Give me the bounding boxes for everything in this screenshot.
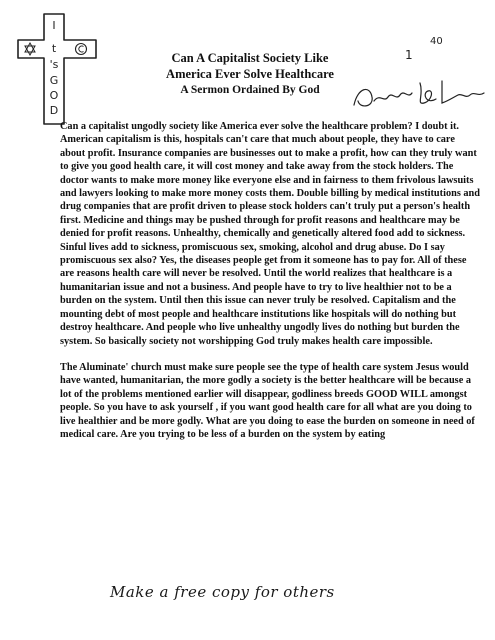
body-paragraph-1: Can a capitalist ungodly society like America ever solve the healthcare problem? I doubt it. American capitalism is this, hospitals can't care that much about people, they have to care about profit. Insurance companies are businesses out to make a profit, how can they truly want to give you good health care, it will cost money and take away from the stock holders. The doctor wants to make more money like everyone else and in fairness to them frivolous lawsuits and lawyers looking to make more money costs them. Double billing by medical institutions and drug companies that are profit driven to please stock holders can't truly put a person's health first. Medicine and things may be pushed through for profit reasons and healthcare may be denied for profit reasons. Unhealthy, chemically and genetically altered food add to sickness. Sinful lives add to sickness, promiscuous sex, smoking, alcohol and drug abuse. Do I say promiscuous sex also? Yes, the diseases people get from it someone has to pay for. All of these are reasons health care will never be resolved. Until the world realizes that healthcare is a humanitarian issue and not a business. And people have to try to live healthier not to be a burden on the system. Until then this issue can never truly be resolved. Capitalism and the mounting debt of most people and healthcare institutions like hospitals will do nothing but destroy healthcare. And people who live unhealthy ungodly lives do nothing but burden the system. So basically society not worshipping God truly makes health care impossible.	[60, 121, 481, 347]
svg-text:D: D	[49, 104, 59, 117]
cross-inscription	[50, 19, 59, 117]
copyright-circle-icon	[76, 44, 87, 55]
body-paragraph-2: The Aluminate' church must make sure people see the type of health care system Jesus would have wanted, humanitarian, the more godly a society is the better healthcare will be because a lot of the problems mentioned earlier will disappear, godliness breeds GOOD WILL amongst people. So you have to ask yourself , if you want good health care for all what are you doing to live healthier and be more godly. What are you doing to ease the burden on someone in need of medical care. Are you trying to be less of a burden on the system by eating	[60, 361, 475, 440]
svg-text:I: I	[52, 19, 56, 32]
svg-text:O: O	[49, 89, 59, 102]
sermon-subtitle: A Sermon Ordained By God	[180, 84, 320, 96]
svg-text:'s: 's	[49, 58, 59, 71]
svg-text:G: G	[49, 74, 59, 87]
handwritten-note: Make a free copy for others	[110, 583, 335, 601]
page-total: 40	[430, 36, 443, 47]
title-line-2: America Ever Solve Healthcare	[166, 67, 334, 81]
cross-logo	[14, 10, 100, 128]
signature	[350, 75, 490, 115]
star-of-david-icon	[25, 43, 35, 55]
svg-text:t: t	[51, 42, 57, 55]
sermon-header	[130, 50, 370, 98]
page-number: 1	[405, 48, 413, 62]
title-line-1: Can A Capitalist Society Like	[171, 51, 329, 65]
sermon-body	[60, 120, 480, 454]
